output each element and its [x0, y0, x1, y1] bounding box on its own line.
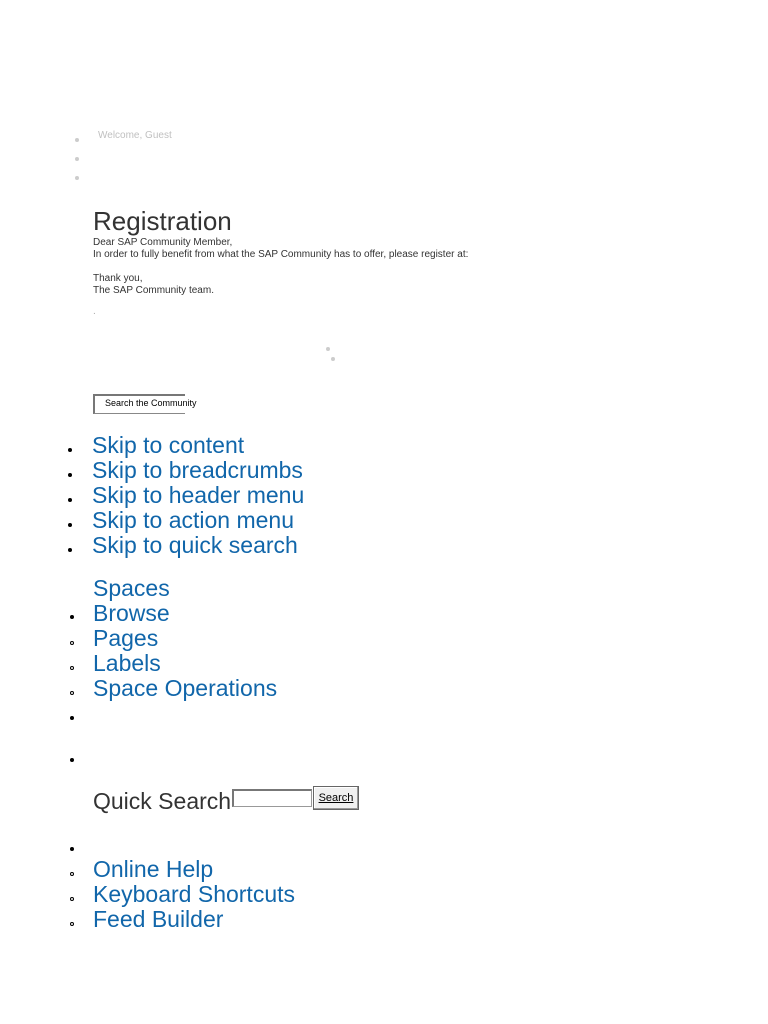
- space-operations-link[interactable]: Space Operations: [93, 675, 278, 701]
- list-bullet: [70, 758, 74, 762]
- keyboard-shortcuts-link[interactable]: Keyboard Shortcuts: [93, 881, 296, 907]
- quick-search-label: Quick Search: [93, 788, 232, 814]
- list-bullet: [70, 716, 74, 720]
- list-bullet: [326, 347, 330, 351]
- skip-to-quick-search-link[interactable]: Skip to quick search: [92, 532, 298, 558]
- list-bullet: [331, 357, 335, 361]
- online-help-link[interactable]: Online Help: [93, 856, 214, 882]
- list-bullet: [70, 897, 74, 901]
- list-bullet: [75, 138, 79, 142]
- labels-link[interactable]: Labels: [93, 650, 161, 676]
- browse-link[interactable]: Browse: [93, 600, 170, 626]
- quick-search-button[interactable]: [313, 786, 359, 810]
- skip-to-breadcrumbs-link[interactable]: Skip to breadcrumbs: [92, 457, 303, 483]
- list-bullet: [68, 498, 72, 502]
- list-bullet: [70, 641, 74, 645]
- skip-to-header-menu-link[interactable]: Skip to header menu: [92, 482, 305, 508]
- list-bullet: [70, 615, 74, 619]
- quick-search-button-label: Search: [318, 792, 354, 804]
- list-bullet: [70, 872, 74, 876]
- pages-link[interactable]: Pages: [93, 625, 159, 651]
- community-search-input[interactable]: Search the Community: [93, 394, 185, 414]
- welcome-text: Welcome, Guest: [98, 130, 172, 141]
- feed-builder-link[interactable]: Feed Builder: [93, 906, 224, 932]
- quick-search-input[interactable]: [232, 789, 312, 807]
- list-bullet: [75, 157, 79, 161]
- registration-greeting: Dear SAP Community Member,: [93, 237, 233, 248]
- skip-to-action-menu-link[interactable]: Skip to action menu: [92, 507, 295, 533]
- registration-thanks: Thank you,: [93, 273, 143, 284]
- skip-to-content-link[interactable]: Skip to content: [92, 432, 245, 458]
- list-bullet: [75, 176, 79, 180]
- list-bullet: [70, 691, 74, 695]
- list-bullet: [70, 847, 74, 851]
- list-bullet: [70, 666, 74, 670]
- registration-signature: The SAP Community team.: [93, 285, 214, 296]
- list-bullet: [68, 473, 72, 477]
- registration-message: In order to fully benefit from what the SAP Community has to offer, please register at:: [93, 249, 469, 260]
- spaces-link[interactable]: Spaces: [93, 575, 170, 601]
- registration-dot: .: [93, 306, 96, 317]
- list-bullet: [68, 523, 72, 527]
- registration-title: Registration: [93, 206, 232, 236]
- list-bullet: [70, 922, 74, 926]
- list-bullet: [68, 548, 72, 552]
- list-bullet: [68, 448, 72, 452]
